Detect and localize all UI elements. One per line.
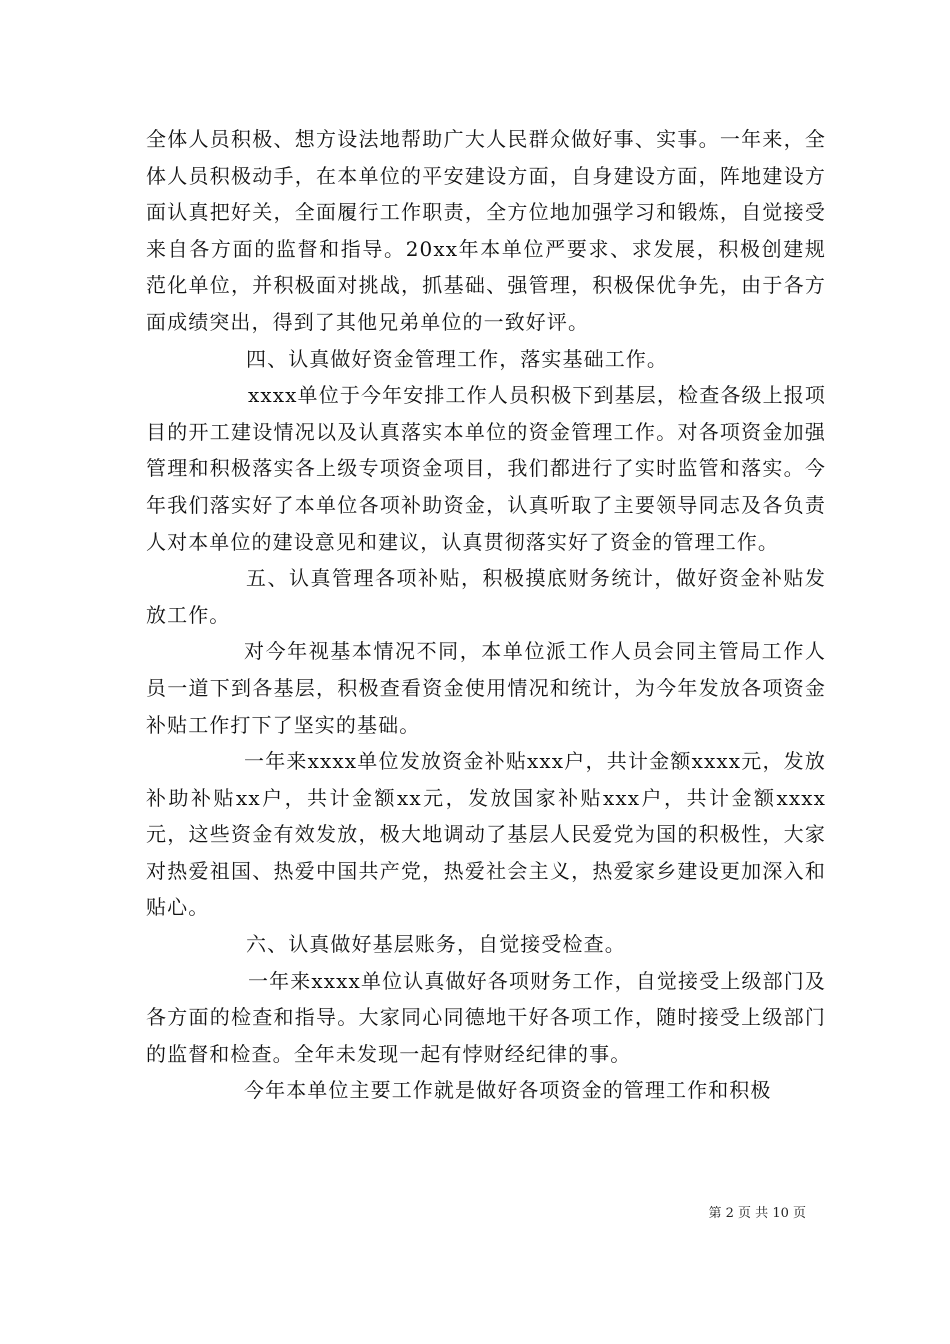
page-number-footer: 第 2 页 共 10 页 — [708, 1206, 806, 1221]
section-heading-4: 四、认真做好资金管理工作，落实基础工作。 — [246, 346, 668, 371]
paragraph-summary-start: 今年本单位主要工作就是做好各项资金的管理工作和积极 — [244, 1078, 772, 1103]
paragraph-continuation: 全体人员积极、想方设法地帮助广大人民群众做好事、实事。一年来，全体人员积极动手，在本单位的平安建设方面，自身建设方面，阵地建设方面认真把好关，全面履行工作职责，全方位地加强学习和锻炼，自觉接受来自各方面的监督和指导。20xx年本单位严要求、求发展，积极创建规范化单位，并积极面对挑战，抓基础、强管理，积极保优争先，由于各方面成绩突出，得到了其他兄弟单位的一致好评。 — [146, 127, 826, 334]
paragraph-subsidy-results: 一年来xxxx单位发放资金补贴xxx户，共计金额xxxx元，发放补助补贴xx户，共计金额xx元，发放国家补贴xxx户，共计金额xxxx元，这些资金有效发放，极大地调动了基层人民爱党为国的积极性，大家对热爱祖国、热爱中国共产党，热爱社会主义，热爱家乡建设更加深入和贴心。 — [146, 749, 826, 920]
paragraph-accounting-inspection: 一年来xxxx单位认真做好各项财务工作，自觉接受上级部门及各方面的检查和指导。大家同心同德地干好各项工作，随时接受上级部门的监督和检查。全年未发现一起有悖财经纪律的事。 — [146, 968, 826, 1066]
section-heading-5: 五、认真管理各项补贴，积极摸底财务统计，做好资金补贴发放工作。 — [146, 566, 826, 627]
document-body — [146, 121, 826, 1109]
paragraph-fund-management: xxxx单位于今年安排工作人员积极下到基层，检查各级上报项目的开工建设情况以及认真落实本单位的资金管理工作。对各项资金加强管理和积极落实各上级专项资金项目，我们都进行了实时监管和落实。今年我们落实好了本单位各项补助资金，认真听取了主要领导同志及各负责人对本单位的建设意见和建议，认真贯彻落实好了资金的管理工作。 — [146, 383, 826, 554]
section-heading-6: 六、认真做好基层账务，自觉接受检查。 — [246, 932, 626, 957]
paragraph-subsidy-survey: 对今年视基本情况不同，本单位派工作人员会同主管局工作人员一道下到各基层，积极查看资金使用情况和统计，为今年发放各项资金补贴工作打下了坚实的基础。 — [146, 639, 826, 737]
